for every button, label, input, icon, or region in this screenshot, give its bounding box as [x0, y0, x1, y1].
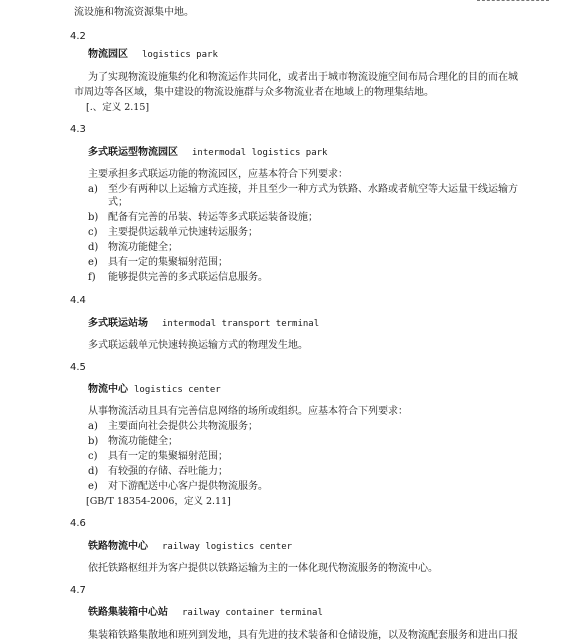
list-label: b): [88, 212, 99, 223]
clause-number: 4.6: [70, 518, 86, 529]
definition-text: 主要承担多式联运功能的物流园区，应基本符合下列要求：: [88, 169, 348, 180]
term-en: railway logistics center: [162, 542, 293, 552]
definition-text: 从事物流活动且具有完善信息网络的场所或组织。应基本符合下列要求：: [88, 406, 408, 417]
list-label: c): [88, 451, 98, 462]
term-heading: [88, 48, 218, 62]
list-text: 具有一定的集聚辐射范围；: [108, 257, 228, 268]
term-en: intermodal transport terminal: [162, 319, 320, 329]
list-text: 物流功能健全；: [108, 436, 178, 447]
list-text: 具有一定的集聚辐射范围；: [108, 451, 228, 462]
list-text: 主要面向社会提供公共物流服务；: [108, 421, 258, 432]
list-label: d): [88, 466, 99, 477]
term-en: logistics park: [142, 50, 218, 60]
list-text: 至少有两种以上运输方式连接，并且至少一种方式为铁路、水路或者航空等大运量干线运输方: [108, 184, 518, 195]
term-zh: 多式联运型物流园区: [88, 147, 178, 158]
clause-number: 4.2: [70, 31, 86, 42]
clause-number: 4.5: [70, 362, 86, 373]
list-item: [88, 211, 318, 224]
definition-text: 市周边等各区域，集中建设的物流设施群与众多物流业者在地域上的物理集结地。: [74, 87, 434, 98]
list-text: 能够提供完善的多式联运信息服务。: [108, 272, 268, 283]
list-item: [88, 420, 258, 433]
source-note: [GB/T 18354-2006，定义 2.11]: [86, 496, 231, 507]
definition-text: 集装箱铁路集散地和班列到发地，具有先进的技术装备和仓储设施，以及物流配套服务和进出口报: [88, 630, 518, 641]
list-item: [88, 241, 178, 254]
list-item: [88, 226, 258, 239]
source-note: [.、定义 2.15]: [86, 102, 150, 113]
list-item: [88, 271, 268, 284]
list-text: 对下游配送中心客户提供物流服务。: [108, 481, 268, 492]
term-en: railway container terminal: [182, 608, 323, 618]
list-item: [88, 465, 228, 478]
list-label: b): [88, 436, 99, 447]
term-heading: [88, 317, 319, 331]
clause-number: 4.4: [70, 295, 86, 306]
list-text: 主要提供运载单元快速转运服务；: [108, 227, 258, 238]
list-item: [88, 256, 228, 269]
term-zh: 物流中心: [88, 384, 128, 395]
list-item: [88, 435, 178, 448]
definition-text: 依托铁路枢纽并为客户提供以铁路运输为主的一体化现代物流服务的物流中心。: [88, 563, 438, 574]
term-heading: [88, 540, 292, 554]
term-heading: [88, 383, 221, 397]
list-text: 有较强的存储、吞吐能力；: [108, 466, 228, 477]
list-label: a): [88, 184, 98, 195]
list-label: d): [88, 242, 99, 253]
list-item-continued: 式；: [108, 197, 128, 208]
definition-text: 多式联运载单元快速转换运输方式的物理发生地。: [88, 340, 308, 351]
list-item: [88, 450, 228, 463]
list-label: e): [88, 257, 98, 268]
clause-number: 4.3: [70, 124, 86, 135]
body-text: 流设施和物流资源集中地。: [74, 7, 194, 18]
term-heading: [88, 606, 323, 620]
header-rule: [477, 0, 549, 3]
clause-number: 4.7: [70, 585, 86, 596]
list-item: [88, 183, 518, 196]
list-label: e): [88, 481, 98, 492]
term-heading: [88, 146, 327, 160]
term-zh: 多式联运站场: [88, 318, 148, 329]
definition-text: 为了实现物流设施集约化和物流运作共同化，或者出于城市物流设施空间布局合理化的目的而在城: [88, 72, 518, 83]
term-en: logistics center: [134, 385, 221, 395]
term-zh: 铁路集装箱中心站: [88, 607, 168, 618]
list-label: c): [88, 227, 98, 238]
list-text: 物流功能健全；: [108, 242, 178, 253]
list-item: [88, 480, 268, 493]
term-en: intermodal logistics park: [192, 148, 328, 158]
list-label: a): [88, 421, 98, 432]
term-zh: 物流园区: [88, 49, 128, 60]
list-text: 配备有完善的吊装、转运等多式联运装备设施；: [108, 212, 318, 223]
list-label: f): [88, 272, 96, 283]
term-zh: 铁路物流中心: [88, 541, 148, 552]
